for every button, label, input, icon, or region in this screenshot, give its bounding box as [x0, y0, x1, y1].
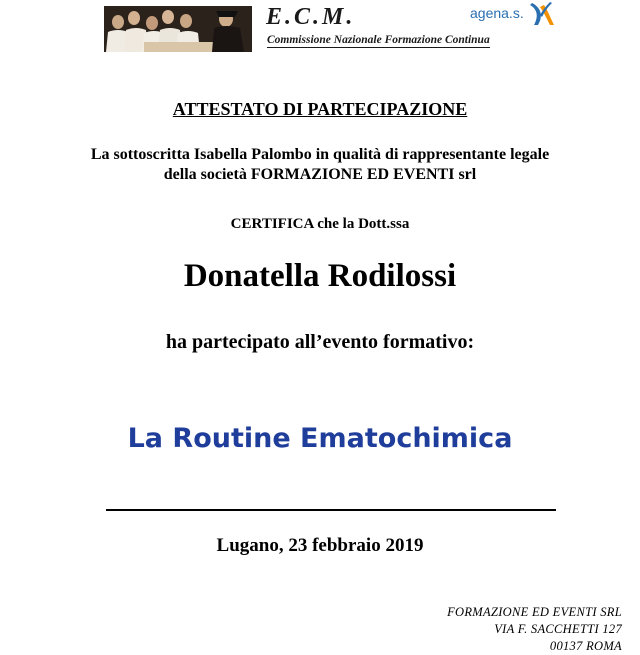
- footer-company: FORMAZIONE ED EVENTI SRL: [447, 605, 622, 619]
- certifies-statement: CERTIFICA che la Dott.ssa: [230, 216, 410, 232]
- recipient-name: Donatella Rodilossi: [183, 258, 457, 294]
- participation-statement: ha partecipato all’evento formativo:: [165, 331, 475, 353]
- signature-line: [106, 509, 556, 511]
- ecm-subtitle: Commissione Nazionale Formazione Continua: [267, 34, 490, 46]
- certificate-intro: [0, 145, 640, 185]
- event-title: La Routine Ematochimica: [127, 423, 513, 454]
- place-and-date: Lugano, 23 febbraio 2019: [216, 535, 424, 556]
- ecm-title: E.C.M.: [266, 4, 356, 30]
- agenas-logo-mark: [528, 1, 558, 27]
- footer-city: 00137 ROMA: [549, 639, 622, 653]
- certificate-title: ATTESTATO DI PARTECIPAZIONE: [172, 99, 468, 119]
- intro-line-1: La sottoscritta Isabella Palombo in qualità di rappresentante legale: [90, 146, 550, 163]
- agenas-logo-text: agena.s.: [470, 5, 524, 21]
- anatomy-lesson-painting: [104, 6, 252, 52]
- footer-address: VIA F. SACCHETTI 127: [494, 622, 622, 636]
- certificate-header: [0, 0, 640, 60]
- intro-line-2: della società FORMAZIONE ED EVENTI srl: [163, 166, 477, 183]
- company-footer: [447, 604, 622, 655]
